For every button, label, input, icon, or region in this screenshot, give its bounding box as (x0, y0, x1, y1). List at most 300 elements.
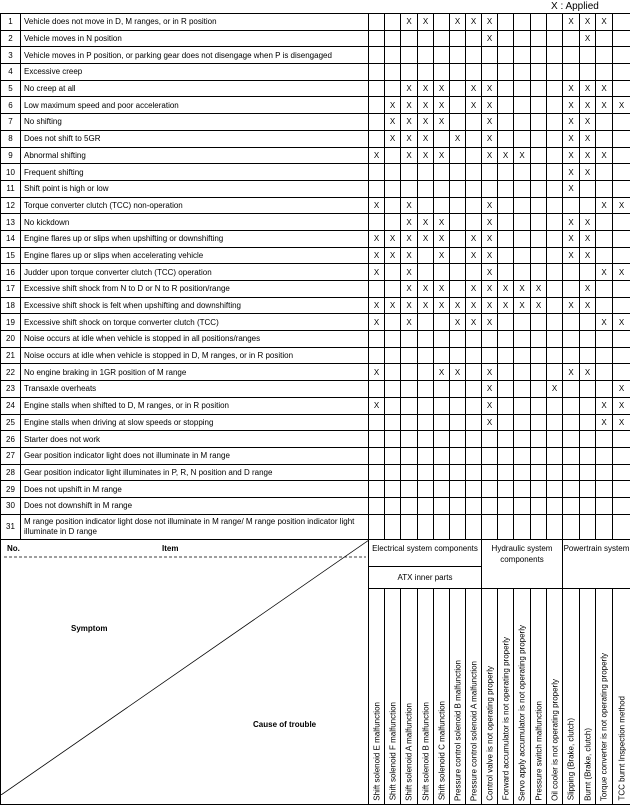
cause-header-cell (531, 588, 547, 804)
applied-cell (418, 247, 434, 264)
cause-header-cell (450, 588, 466, 804)
applied-cell (450, 130, 466, 147)
applied-cell (482, 14, 498, 31)
applied-cell (563, 431, 580, 448)
cause-header-cell (401, 588, 418, 804)
applied-cell (547, 481, 563, 498)
applied-cell (498, 180, 514, 197)
applied-mark: X (551, 384, 558, 394)
applied-cell (466, 97, 482, 114)
applied-mark: X (486, 234, 493, 244)
applied-cell (482, 197, 498, 214)
table-row (1, 514, 630, 539)
applied-cell (531, 381, 547, 398)
applied-mark: X (486, 150, 493, 160)
applied-cell (418, 447, 434, 464)
applied-mark: X (389, 134, 396, 144)
applied-cell (434, 14, 450, 31)
row-symptom: Gear position indicator light illuminates in P, R, N position and D range (21, 464, 369, 481)
applied-mark: X (568, 100, 574, 110)
applied-cell (385, 447, 401, 464)
applied-mark: X (406, 134, 412, 144)
row-number: 17 (1, 281, 21, 298)
applied-cell (596, 381, 613, 398)
applied-cell (531, 97, 547, 114)
applied-cell (482, 164, 498, 181)
applied-cell (547, 397, 563, 414)
table-row (1, 164, 630, 181)
applied-cell (580, 80, 596, 97)
applied-cell (514, 64, 531, 81)
applied-cell (531, 497, 547, 514)
applied-cell (450, 97, 466, 114)
applied-cell (580, 130, 596, 147)
applied-mark: X (568, 367, 574, 377)
applied-cell (514, 514, 531, 539)
applied-mark: X (422, 134, 429, 144)
applied-cell (531, 64, 547, 81)
applied-cell (514, 80, 531, 97)
applied-cell (418, 114, 434, 131)
applied-cell (498, 14, 514, 31)
applied-cell (580, 47, 596, 64)
applied-cell (385, 80, 401, 97)
applied-cell (418, 164, 434, 181)
applied-cell (514, 180, 531, 197)
applied-cell (531, 464, 547, 481)
row-symptom: Excessive shift shock from N to D or N to R position/range (21, 281, 369, 298)
applied-cell (563, 114, 580, 131)
applied-mark: X (406, 17, 412, 27)
applied-cell (482, 481, 498, 498)
cause-label-text: Pressure control solenoid B malfunction (453, 659, 462, 801)
applied-cell (369, 230, 385, 247)
applied-cell (514, 147, 531, 164)
applied-cell (369, 180, 385, 197)
applied-mark: X (406, 117, 412, 127)
applied-cell (482, 114, 498, 131)
applied-cell (514, 431, 531, 448)
applied-cell (498, 297, 514, 314)
applied-mark: X (584, 134, 591, 144)
applied-cell (596, 447, 613, 464)
applied-cell (596, 214, 613, 231)
table-row (1, 14, 630, 31)
applied-mark: X (486, 401, 493, 411)
applied-cell (369, 364, 385, 381)
applied-cell (563, 331, 580, 348)
applied-cell (547, 164, 563, 181)
table-row (1, 414, 630, 431)
applied-cell (401, 497, 418, 514)
applied-cell (401, 447, 418, 464)
applied-cell (434, 164, 450, 181)
table-row (1, 297, 630, 314)
applied-mark: X (535, 284, 542, 294)
applied-cell (369, 80, 385, 97)
applied-cell (547, 364, 563, 381)
row-symptom: Abnormal shifting (21, 147, 369, 164)
applied-mark: X (584, 301, 591, 311)
applied-cell (385, 130, 401, 147)
applied-mark: X (470, 100, 477, 110)
cause-header-cell (434, 588, 450, 804)
applied-cell (531, 364, 547, 381)
row-symptom: Vehicle moves in P position, or parking gear does not disengage when P is disengaged (21, 47, 369, 64)
applied-cell (418, 264, 434, 281)
applied-cell (498, 164, 514, 181)
applied-cell (385, 431, 401, 448)
applied-cell (596, 80, 613, 97)
applied-cell (418, 197, 434, 214)
applied-cell (385, 497, 401, 514)
applied-cell (434, 264, 450, 281)
applied-cell (434, 80, 450, 97)
applied-cell (531, 514, 547, 539)
applied-cell (450, 414, 466, 431)
applied-mark: X (486, 117, 493, 127)
applied-cell (482, 331, 498, 348)
cause-label-text: Shift solenoid E malfunction (372, 701, 381, 801)
applied-cell (401, 247, 418, 264)
applied-cell (547, 147, 563, 164)
applied-mark: X (470, 234, 477, 244)
applied-cell (369, 481, 385, 498)
applied-cell (482, 347, 498, 364)
row-symptom: Excessive creep (21, 64, 369, 81)
applied-cell (514, 164, 531, 181)
applied-cell (580, 447, 596, 464)
applied-cell (434, 97, 450, 114)
applied-cell (514, 14, 531, 31)
applied-cell (580, 164, 596, 181)
applied-mark: X (584, 217, 591, 227)
applied-cell (434, 147, 450, 164)
applied-cell (514, 230, 531, 247)
applied-cell (547, 64, 563, 81)
row-number: 10 (1, 164, 21, 181)
applied-cell (450, 214, 466, 231)
applied-mark: X (618, 267, 625, 277)
applied-cell (418, 214, 434, 231)
table-row (1, 80, 630, 97)
applied-cell (401, 197, 418, 214)
applied-cell (401, 114, 418, 131)
applied-cell (580, 197, 596, 214)
applied-cell (563, 314, 580, 331)
applied-cell (450, 230, 466, 247)
applied-cell (450, 314, 466, 331)
applied-mark: X (601, 200, 607, 210)
applied-cell (596, 414, 613, 431)
row-symptom: Vehicle moves in N position (21, 30, 369, 47)
cause-label-text: Slipping (Brake, clutch) (566, 718, 576, 801)
table-row (1, 130, 630, 147)
applied-cell (547, 331, 563, 348)
applied-cell (514, 130, 531, 147)
applied-cell (547, 80, 563, 97)
applied-cell (498, 97, 514, 114)
applied-cell (547, 514, 563, 539)
applied-mark: X (601, 267, 607, 277)
applied-cell (482, 281, 498, 298)
applied-cell (450, 30, 466, 47)
applied-cell (596, 180, 613, 197)
applied-mark: X (568, 234, 574, 244)
applied-cell (369, 414, 385, 431)
table-row (1, 247, 630, 264)
applied-mark: X (438, 84, 445, 94)
cause-label-text: Control valve is not operating properly (485, 665, 494, 801)
cause-header-cell (498, 588, 514, 804)
row-symptom: Engine stalls when driving at slow speeds or stopping (21, 414, 369, 431)
applied-cell (613, 414, 630, 431)
applied-mark: X (406, 200, 412, 210)
cause-header-cell (547, 588, 563, 804)
applied-cell (482, 397, 498, 414)
applied-cell (450, 197, 466, 214)
applied-cell (580, 114, 596, 131)
applied-cell (613, 164, 630, 181)
applied-cell (450, 447, 466, 464)
applied-cell (466, 431, 482, 448)
applied-cell (563, 281, 580, 298)
applied-cell (596, 47, 613, 64)
applied-mark: X (486, 84, 493, 94)
applied-cell (531, 197, 547, 214)
applied-cell (547, 47, 563, 64)
applied-cell (482, 364, 498, 381)
applied-cell (369, 47, 385, 64)
applied-mark: X (584, 167, 591, 177)
applied-mark: X (584, 150, 591, 160)
applied-cell (596, 130, 613, 147)
table-row (1, 30, 630, 47)
applied-cell (466, 481, 482, 498)
applied-cell (531, 230, 547, 247)
applied-cell (369, 164, 385, 181)
applied-mark: X (373, 317, 380, 327)
applied-mark: X (422, 84, 429, 94)
applied-cell (498, 247, 514, 264)
applied-cell (401, 47, 418, 64)
row-symptom: Does not shift to 5GR (21, 130, 369, 147)
applied-cell (613, 230, 630, 247)
applied-mark: X (406, 267, 412, 277)
applied-cell (369, 214, 385, 231)
applied-cell (466, 197, 482, 214)
applied-cell (596, 264, 613, 281)
applied-cell (613, 97, 630, 114)
row-symptom: Does not upshift in M range (21, 481, 369, 498)
applied-mark: X (486, 267, 493, 277)
applied-cell (450, 47, 466, 64)
applied-cell (580, 347, 596, 364)
applied-cell (401, 464, 418, 481)
applied-cell (369, 331, 385, 348)
applied-cell (498, 80, 514, 97)
cause-label-text: Pressure control solenoid A malfunction (469, 660, 478, 801)
applied-cell (401, 164, 418, 181)
applied-cell (613, 247, 630, 264)
applied-cell (385, 214, 401, 231)
applied-cell (450, 80, 466, 97)
row-number: 7 (1, 114, 21, 131)
applied-mark: X (470, 301, 477, 311)
row-number: 14 (1, 230, 21, 247)
cause-header-cell (563, 588, 580, 804)
applied-cell (401, 180, 418, 197)
applied-cell (547, 314, 563, 331)
applied-cell (434, 230, 450, 247)
applied-cell (401, 230, 418, 247)
applied-cell (434, 214, 450, 231)
applied-cell (434, 64, 450, 81)
applied-cell (434, 130, 450, 147)
applied-cell (418, 497, 434, 514)
applied-cell (547, 97, 563, 114)
applied-cell (613, 481, 630, 498)
applied-cell (385, 514, 401, 539)
applied-cell (450, 514, 466, 539)
applied-mark: X (618, 200, 625, 210)
applied-cell (450, 264, 466, 281)
row-number: 27 (1, 447, 21, 464)
applied-cell (418, 431, 434, 448)
applied-mark: X (601, 84, 607, 94)
applied-cell (466, 381, 482, 398)
applied-cell (531, 130, 547, 147)
applied-cell (385, 230, 401, 247)
applied-cell (498, 230, 514, 247)
applied-cell (418, 347, 434, 364)
applied-cell (563, 64, 580, 81)
applied-cell (401, 381, 418, 398)
applied-mark: X (601, 17, 607, 27)
row-symptom: Engine flares up or slips when accelerating vehicle (21, 247, 369, 264)
applied-cell (580, 14, 596, 31)
applied-cell (466, 464, 482, 481)
applied-cell (418, 314, 434, 331)
applied-cell (418, 514, 434, 539)
applied-cell (369, 264, 385, 281)
applied-cell (482, 30, 498, 47)
applied-mark: X (470, 84, 477, 94)
applied-cell (580, 281, 596, 298)
row-number: 31 (1, 514, 21, 539)
applied-mark: X (389, 250, 396, 260)
applied-cell (385, 281, 401, 298)
applied-mark: X (568, 184, 574, 194)
applied-mark: X (568, 84, 574, 94)
applied-cell (418, 281, 434, 298)
applied-cell (434, 30, 450, 47)
applied-cell (369, 464, 385, 481)
applied-cell (563, 130, 580, 147)
applied-cell (498, 381, 514, 398)
applied-cell (563, 164, 580, 181)
applied-cell (418, 47, 434, 64)
applied-cell (434, 381, 450, 398)
cause-label-text: Oil cooler is not operating properly (550, 678, 559, 801)
applied-cell (596, 314, 613, 331)
cause-label-text: Shift solenoid B malfunction (421, 701, 430, 801)
group-hydraulic: Hydraulic system components (482, 539, 563, 588)
applied-cell (613, 514, 630, 539)
applied-cell (596, 497, 613, 514)
applied-cell (547, 214, 563, 231)
applied-mark: X (502, 301, 509, 311)
table-row (1, 464, 630, 481)
row-symptom: Noise occurs at idle when vehicle is stopped in D, M ranges, or in R position (21, 347, 369, 364)
applied-cell (434, 447, 450, 464)
applied-cell (498, 314, 514, 331)
applied-cell (613, 80, 630, 97)
applied-cell (613, 497, 630, 514)
applied-cell (580, 514, 596, 539)
applied-cell (514, 47, 531, 64)
applied-mark: X (618, 100, 625, 110)
applied-cell (401, 214, 418, 231)
applied-mark: X (406, 250, 412, 260)
applied-cell (385, 381, 401, 398)
applied-cell (466, 297, 482, 314)
applied-cell (563, 497, 580, 514)
applied-cell (613, 64, 630, 81)
table-row (1, 364, 630, 381)
applied-cell (596, 397, 613, 414)
applied-cell (466, 514, 482, 539)
applied-cell (531, 114, 547, 131)
applied-mark: X (584, 34, 591, 44)
applied-cell (563, 80, 580, 97)
applied-cell (418, 80, 434, 97)
applied-cell (613, 447, 630, 464)
applied-cell (596, 364, 613, 381)
applied-cell (418, 30, 434, 47)
applied-cell (531, 481, 547, 498)
applied-cell (563, 180, 580, 197)
applied-mark: X (406, 317, 412, 327)
group-electrical: Electrical system components (369, 539, 482, 566)
applied-cell (466, 414, 482, 431)
applied-cell (434, 431, 450, 448)
applied-mark: X (438, 367, 445, 377)
applied-cell (596, 347, 613, 364)
applied-cell (580, 180, 596, 197)
cause-header-cell (596, 588, 613, 804)
applied-cell (385, 347, 401, 364)
row-number: 25 (1, 414, 21, 431)
applied-cell (613, 347, 630, 364)
symptom-cause-diagonal-cell (1, 539, 369, 804)
cause-header-cell (466, 588, 482, 804)
applied-cell (563, 381, 580, 398)
applied-cell (369, 14, 385, 31)
cause-label-text: Pressure switch malfunction (534, 701, 543, 801)
applied-cell (450, 331, 466, 348)
applied-cell (385, 264, 401, 281)
applied-cell (547, 264, 563, 281)
applied-mark: X (422, 284, 429, 294)
applied-cell (401, 431, 418, 448)
table-row (1, 47, 630, 64)
cause-header-cell (482, 588, 498, 804)
applied-cell (401, 297, 418, 314)
atx-inner-label: ATX inner parts (397, 572, 453, 582)
diagonal-divider (1, 540, 369, 795)
applied-cell (434, 47, 450, 64)
